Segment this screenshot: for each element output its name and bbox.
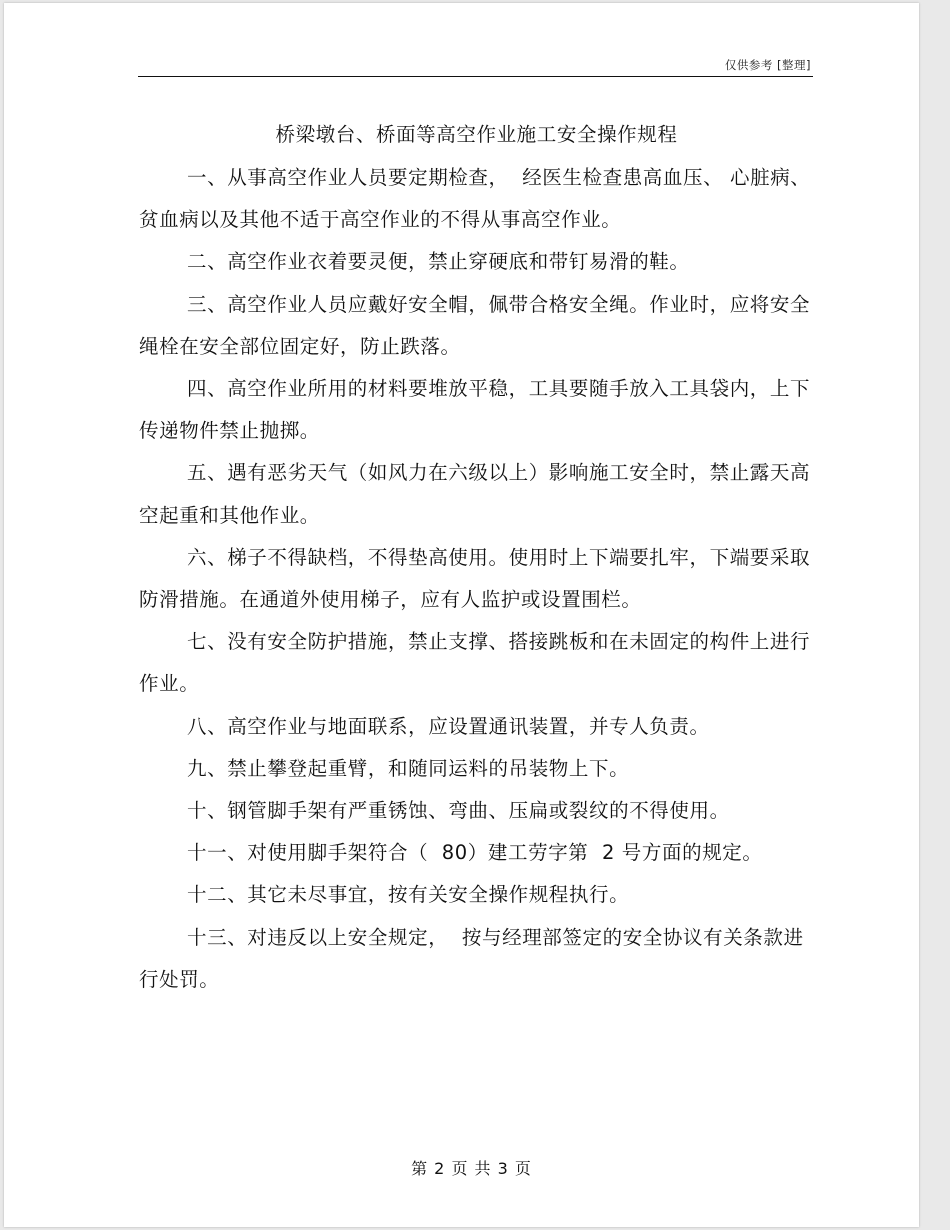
- page-number: 第 2 页 共 3 页: [411, 1159, 532, 1178]
- paragraph-8: 八、高空作业与地面联系，应设置通讯装置，并专人负责。: [187, 714, 710, 738]
- header-note: 仅供参考 [整理]: [724, 58, 811, 72]
- header-divider: [138, 76, 813, 77]
- paragraph-12: 十二、其它未尽事宜，按有关安全操作规程执行。: [187, 883, 630, 907]
- paragraph-5: 五、遇有恶劣天气（如风力在六级以上）影响施工安全时，禁止露天高空起重和其他作业。: [139, 461, 811, 527]
- paragraph-6: 六、梯子不得缺档，不得垫高使用。使用时上下端要扎牢，下端要采取防滑措施。在通道外使用梯子，应有人监护或设置围栏。: [139, 545, 811, 612]
- document-body: [139, 157, 819, 1001]
- paragraph-7: 七、没有安全防护措施，禁止支撑、搭接跳板和在未固定的构件上进行作业。: [139, 630, 811, 696]
- document-title: 桥梁墩台、桥面等高空作业施工安全操作规程: [275, 123, 678, 146]
- paragraph-1: 一、从事高空作业人员要定期检查， 经医生检查患高血压、 心脏病、贫血病以及其他不适于高空作业的不得从事高空作业。: [139, 166, 811, 232]
- paragraph-13: 十三、对违反以上安全规定， 按与经理部签定的安全协议有关条款进行处罚。: [139, 925, 804, 991]
- paragraph-11: 十一、对使用脚手架符合（ 80）建工劳字第 2 号方面的规定。: [187, 841, 763, 865]
- paragraph-2: 二、高空作业衣着要灵便，禁止穿硬底和带钉易滑的鞋。: [187, 250, 690, 274]
- paragraph-3: 三、高空作业人员应戴好安全帽，佩带合格安全绳。作业时，应将安全绳栓在安全部位固定好，防止跌落。: [139, 292, 811, 358]
- document-page: [4, 3, 919, 1227]
- paragraph-10: 十、钢管脚手架有严重锈蚀、弯曲、压扁或裂纹的不得使用。: [187, 799, 730, 823]
- paragraph-4: 四、高空作业所用的材料要堆放平稳，工具要随手放入工具袋内，上下传递物件禁止抛掷。: [139, 377, 811, 443]
- paragraph-9: 九、禁止攀登起重臂，和随同运料的吊装物上下。: [187, 756, 630, 780]
